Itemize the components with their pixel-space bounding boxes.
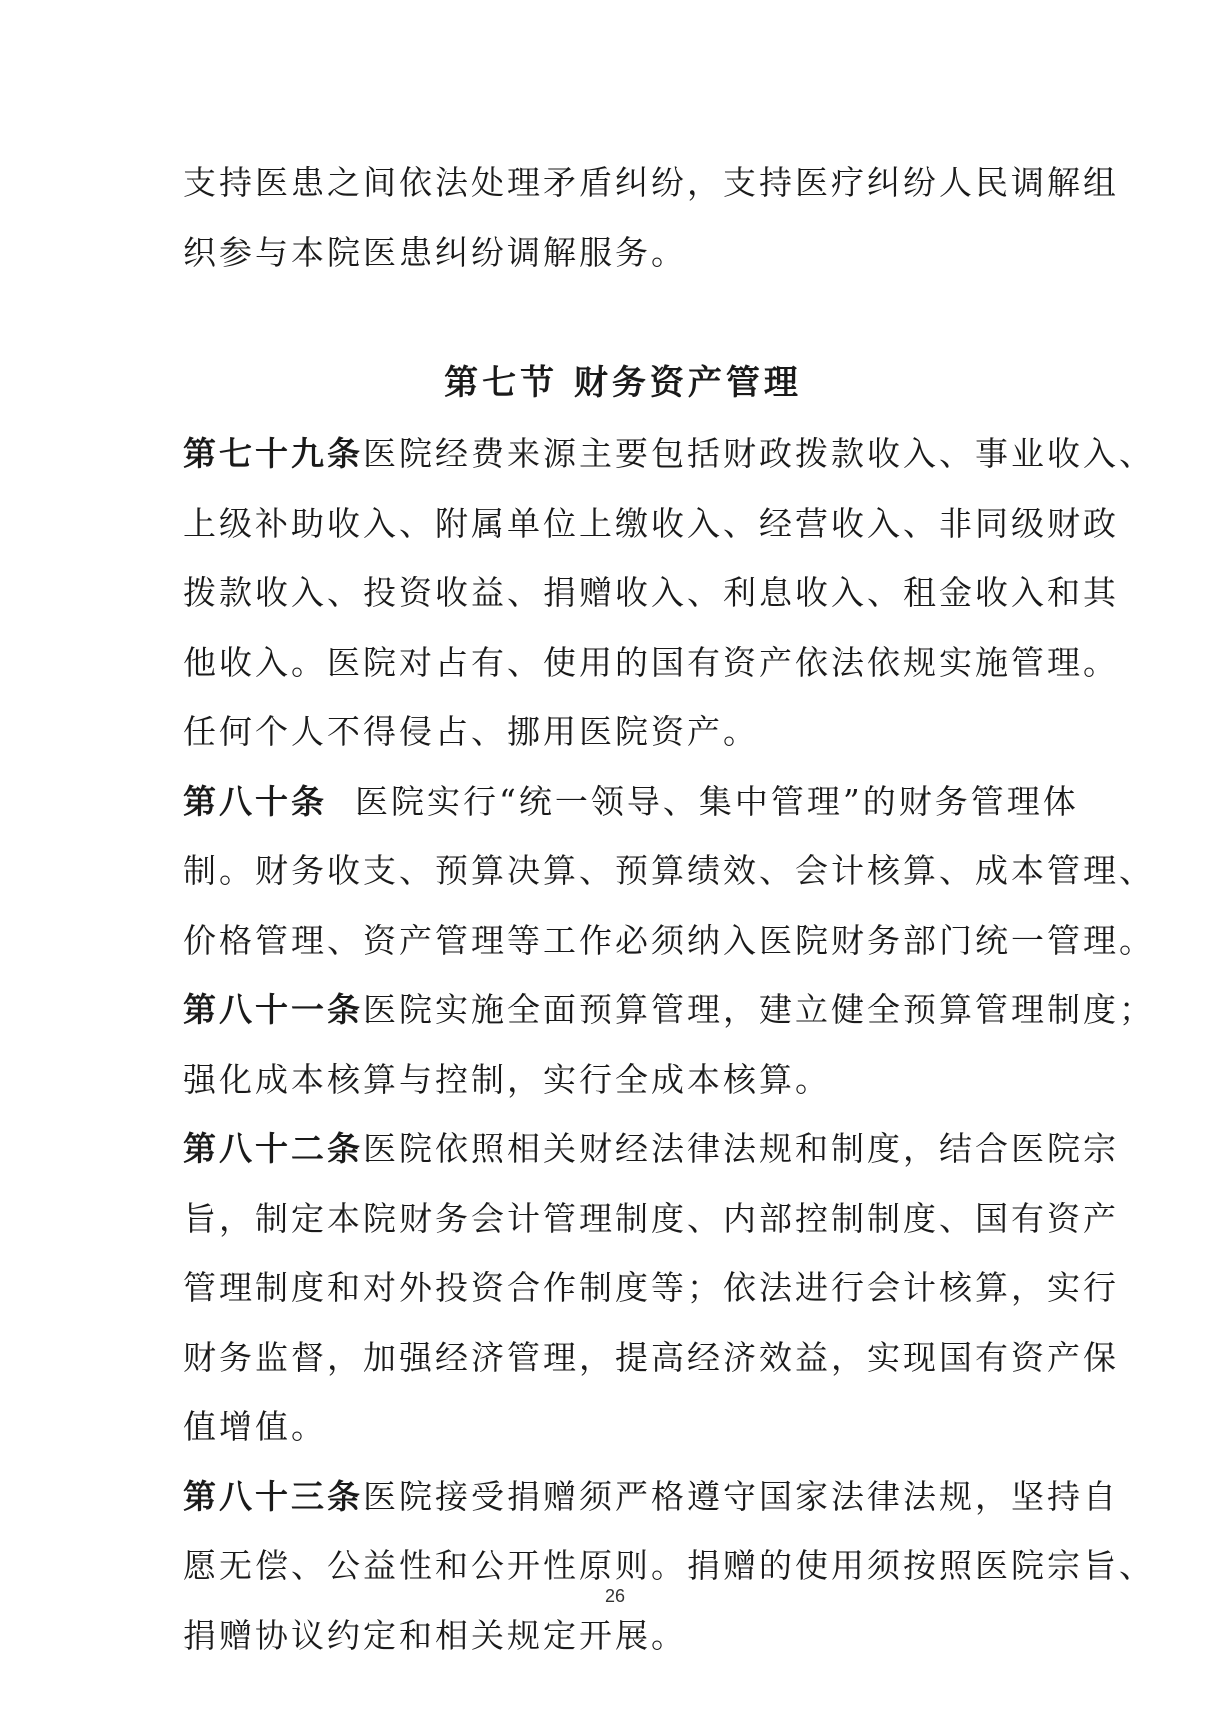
article-first-line xyxy=(183,975,1155,1045)
article-line: 愿无偿、公益性和公开性原则。捐赠的使用须按照医院宗旨、 xyxy=(183,1546,1155,1585)
article-line: 制。财务收支、预算决算、预算绩效、会计核算、成本管理、 xyxy=(183,851,1155,890)
article-line: 他收入。医院对占有、使用的国有资产依法依规实施管理。 xyxy=(183,642,1119,682)
article-line: 价格管理、资产管理等工作必须纳入医院财务部门统一管理。 xyxy=(183,920,1155,960)
intro-line: 支持医患之间依法处理矛盾纠纷，支持医疗纠纷人民调解组 xyxy=(183,163,1119,202)
article-line: 旨，制定本院财务会计管理制度、内部控制制度、国有资产 xyxy=(183,1198,1119,1238)
article-first-line xyxy=(183,767,1079,837)
article-first-line xyxy=(183,1462,1119,1532)
article-text: 医院接受捐赠须严格遵守国家法律法规，坚持自 xyxy=(363,1476,1119,1516)
page-content xyxy=(183,148,1155,1670)
article-line: 捐赠协议约定和相关规定开展。 xyxy=(183,1615,687,1655)
article-line: 管理制度和对外投资合作制度等；依法进行会计核算，实行 xyxy=(183,1268,1119,1307)
page-number: 26 xyxy=(604,1586,626,1606)
article-text: 医院实行“统一领导、集中管理”的财务管理体 xyxy=(355,781,1079,821)
article-text: 医院经费来源主要包括财政拨款收入、事业收入、 xyxy=(363,434,1155,473)
spacer xyxy=(183,287,1063,347)
article-first-line xyxy=(183,1114,1119,1184)
article-line: 拨款收入、投资收益、捐赠收入、利息收入、租金收入和其 xyxy=(183,573,1119,612)
article-text: 医院依照相关财经法律法规和制度，结合医院宗 xyxy=(363,1129,1119,1168)
article-label: 第八十条 xyxy=(183,781,327,821)
article-line: 上级补助收入、附属单位上缴收入、经营收入、非同级财政 xyxy=(183,503,1119,543)
section-title: 第七节 财务资产管理 xyxy=(444,363,802,403)
article-line: 值增值。 xyxy=(183,1407,327,1446)
article-label: 第八十一条 xyxy=(183,990,363,1029)
article-label: 第八十三条 xyxy=(183,1476,363,1516)
article-label: 第七十九条 xyxy=(183,434,363,473)
intro-line: 织参与本院医患纠纷调解服务。 xyxy=(183,232,687,272)
article-text: 医院实施全面预算管理，建立健全预算管理制度； xyxy=(363,990,1155,1029)
article-label: 第八十二条 xyxy=(183,1129,363,1168)
article-line: 财务监督，加强经济管理，提高经济效益，实现国有资产保 xyxy=(183,1337,1119,1377)
article-line: 任何个人不得侵占、挪用医院资产。 xyxy=(183,712,759,751)
article-first-line xyxy=(183,419,1155,489)
article-line: 强化成本核算与控制，实行全成本核算。 xyxy=(183,1059,831,1099)
